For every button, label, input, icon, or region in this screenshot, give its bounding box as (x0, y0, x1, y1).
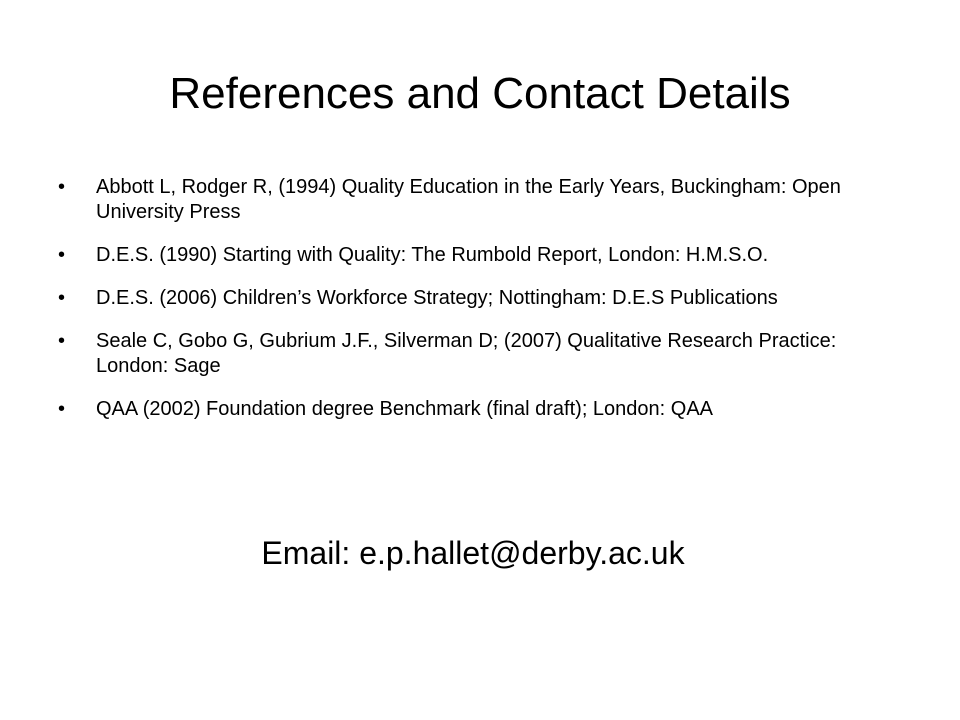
reference-text: Abbott L, Rodger R, (1994) Quality Education in the Early Years, Buckingham: Open University Press (96, 176, 841, 223)
reference-item (58, 397, 908, 422)
reference-text: D.E.S. (1990) Starting with Quality: The Rumbold Report, London: H.M.S.O. (96, 244, 769, 266)
bullet-icon: • (58, 176, 66, 198)
bullet-icon: • (58, 398, 66, 420)
reference-text: Seale C, Gobo G, Gubrium J.F., Silverman D; (2007) Qualitative Research Practice: London: Sage (96, 330, 837, 377)
reference-item (58, 175, 908, 225)
reference-item (58, 243, 908, 268)
reference-text: QAA (2002) Foundation degree Benchmark (final draft); London: QAA (96, 398, 714, 420)
reference-item (58, 286, 908, 311)
bullet-icon: • (58, 244, 66, 266)
reference-text: D.E.S. (2006) Children’s Workforce Strategy; Nottingham: D.E.S Publications (96, 287, 778, 309)
contact-email: Email: e.p.hallet@derby.ac.uk (261, 535, 685, 571)
reference-item (58, 329, 908, 379)
reference-list (58, 175, 908, 440)
bullet-icon: • (58, 287, 66, 309)
bullet-icon: • (58, 330, 66, 352)
slide-title: References and Contact Details (169, 69, 791, 118)
